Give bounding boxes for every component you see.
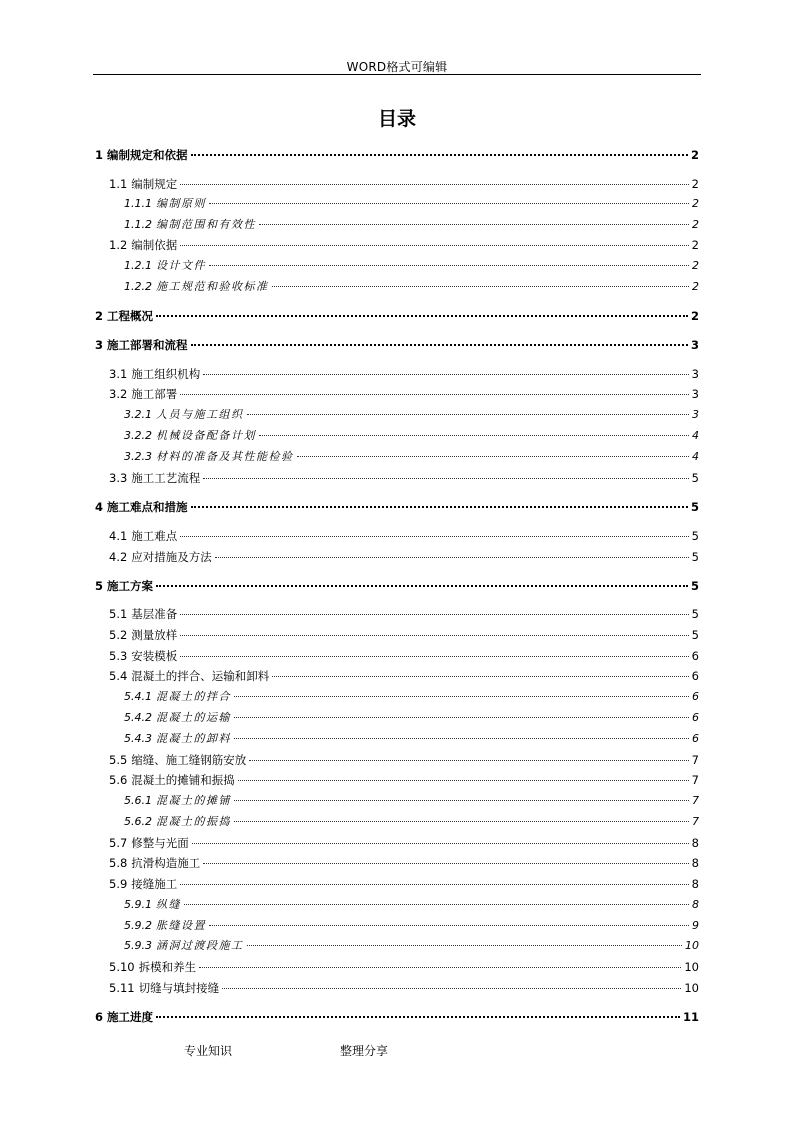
toc-entry[interactable] [124,217,699,233]
toc-entry-leader [234,738,689,739]
toc-entry-leader [180,656,688,657]
footer-right-text: 整理分享 [340,1044,389,1058]
toc-entry-label: 涵洞过渡段施工 [156,939,244,952]
toc-entry-number: 3.2 [109,387,128,401]
toc-entry-label: 编制规定和依据 [107,148,188,162]
toc-entry-leader [191,506,688,508]
toc-entry-leader [222,988,681,989]
toc-entry[interactable] [124,731,699,747]
toc-entry-leader [238,780,689,781]
toc-entry[interactable] [95,499,699,515]
toc-entry-number: 3.1 [109,367,128,381]
toc-entry-leader [156,585,688,587]
toc-entry[interactable] [109,176,699,192]
toc-entry[interactable] [124,428,699,444]
toc-entry-number: 1.2.1 [124,259,152,272]
toc-entry[interactable] [109,366,699,382]
toc-entry-label: 设计文件 [156,259,206,272]
toc-entry-number: 2 [95,309,104,323]
toc-entry-page: 8 [691,877,699,891]
toc-entry-page: 2 [691,177,699,191]
toc-entry-page: 6 [692,732,699,745]
toc-entry-leader [209,925,689,926]
toc-entry-page: 5 [690,500,699,514]
toc-entry-page: 2 [692,197,699,210]
toc-entry-leader [234,821,689,822]
toc-entry-number: 5.4 [109,669,128,683]
toc-entry-page: 10 [684,960,699,974]
toc-entry-number: 3.3 [109,471,128,485]
toc-entry-leader [203,863,688,864]
toc-entry-leader [215,557,689,558]
toc-entry-label: 编制范围和有效性 [156,218,256,231]
toc-entry-leader [297,456,690,457]
toc-entry-number: 5 [95,579,104,593]
toc-entry-leader [272,676,688,677]
toc-entry[interactable] [109,959,699,975]
toc-entry-leader [259,435,689,436]
toc-entry[interactable] [124,918,699,934]
toc-entry[interactable] [124,814,699,830]
toc-entry-label: 人员与施工组织 [156,408,244,421]
toc-entry[interactable] [109,835,699,851]
toc-entry[interactable] [109,386,699,402]
toc-entry[interactable] [109,980,699,996]
toc-entry-number: 5.6 [109,773,128,787]
toc-entry-label: 测量放样 [131,628,178,642]
toc-entry-leader [156,1016,680,1018]
toc-entry-page: 2 [692,259,699,272]
toc-entry-page: 8 [691,836,699,850]
toc-entry-page: 3 [691,367,699,381]
toc-entry[interactable] [109,549,699,565]
toc-entry-number: 1.1 [109,177,128,191]
toc-entry[interactable] [109,668,699,684]
toc-entry-leader [180,184,688,185]
toc-entry-page: 6 [691,669,699,683]
toc-entry-label: 编制依据 [131,238,178,252]
toc-entry-page: 6 [692,711,699,724]
toc-entry[interactable] [124,196,699,212]
toc-entry-label: 混凝土的拌合、运输和卸料 [131,669,270,683]
toc-entry-number: 5.4.2 [124,711,152,724]
toc-entry-label: 接缝施工 [131,877,178,891]
toc-entry-label: 拆模和养生 [138,960,197,974]
footer-left-text: 专业知识 [184,1044,233,1058]
toc-entry[interactable] [124,938,699,954]
toc-entry-leader [191,154,688,156]
toc-entry-label: 抗滑构造施工 [131,856,201,870]
toc-entry-label: 编制原则 [156,197,206,210]
toc-entry-page: 2 [691,238,699,252]
toc-entry[interactable] [109,772,699,788]
toc-entry-label: 混凝土的摊铺 [156,794,231,807]
toc-entry-label: 施工部署和流程 [107,338,188,352]
toc-entry-leader [247,414,690,415]
toc-entry-leader [192,843,689,844]
toc-entry-label: 施工工艺流程 [131,471,201,485]
toc-entry-number: 5.9.1 [124,898,152,911]
toc-entry-page: 3 [691,387,699,401]
toc-entry-leader [180,536,688,537]
toc-entry-number: 5.9.3 [124,939,152,952]
toc-entry[interactable] [109,648,699,664]
toc-entry-number: 5.8 [109,856,128,870]
toc-entry-number: 1 [95,148,104,162]
toc-entry-leader [234,717,689,718]
toc-entry-leader [180,884,688,885]
toc-entry-leader [272,286,690,287]
toc-entry-leader [249,760,688,761]
toc-entry-page: 2 [690,309,699,323]
toc-entry-page: 7 [692,794,699,807]
toc-entry-label: 混凝土的运输 [156,711,231,724]
toc-entry-label: 混凝土的拌合 [156,690,231,703]
toc-entry-label: 工程概况 [107,309,154,323]
toc-entry-label: 施工规范和验收标准 [156,280,269,293]
toc-entry-page: 7 [692,815,699,828]
toc-entry-label: 切缝与填封接缝 [138,981,220,995]
toc-entry-label: 材料的准备及其性能检验 [156,450,294,463]
toc-entry-leader [203,478,688,479]
toc-entry-label: 应对措施及方法 [131,550,212,564]
toc-entry-leader [203,374,688,375]
toc-entry-page: 2 [690,148,699,162]
toc-entry-leader [184,904,689,905]
toc-entry-number: 5.9.2 [124,919,152,932]
toc-entry-label: 编制规定 [131,177,178,191]
toc-entry-leader [234,800,689,801]
toc-entry-page: 8 [691,856,699,870]
toc-entry-number: 1.2 [109,238,128,252]
toc-entry[interactable] [109,606,699,622]
toc-entry-page: 2 [692,218,699,231]
toc-entry-number: 5.7 [109,836,128,850]
toc-entry-number: 3.2.3 [124,450,152,463]
toc-entry-leader [180,394,688,395]
toc-entry[interactable] [124,897,699,913]
toc-entry[interactable] [95,578,699,594]
toc-entry[interactable] [109,528,699,544]
toc-entry-label: 纵缝 [156,898,181,911]
toc-entry-number: 3.2.1 [124,408,152,421]
toc-entry[interactable] [109,237,699,253]
toc-entry-label: 施工组织机构 [131,367,201,381]
toc-entry-page: 5 [691,550,699,564]
toc-entry[interactable] [124,258,699,274]
toc-entry-label: 施工进度 [107,1010,154,1024]
toc-entry-leader [180,245,688,246]
toc-entry-label: 施工部署 [131,387,178,401]
toc-entry[interactable] [95,337,699,353]
toc-entry-number: 5.1 [109,607,128,621]
toc-entry-label: 胀缝设置 [156,919,206,932]
toc-entry-page: 5 [691,471,699,485]
toc-entry[interactable] [124,689,699,705]
toc-entry-page: 9 [692,919,699,932]
toc-entry-leader [234,696,689,697]
toc-entry-page: 6 [691,649,699,663]
toc-entry-page: 8 [692,898,699,911]
toc-entry-page: 3 [690,338,699,352]
toc-entry-label: 混凝土的摊铺和振捣 [131,773,235,787]
toc-entry-leader [180,614,688,615]
toc-entry-leader [180,635,688,636]
toc-entry-leader [247,945,683,946]
toc-entry-label: 施工方案 [107,579,154,593]
toc-entry[interactable] [109,470,699,486]
toc-entry-leader [156,315,688,317]
toc-entry-page: 5 [691,529,699,543]
toc-entry-number: 5.4.3 [124,732,152,745]
toc-entry-number: 5.9 [109,877,128,891]
toc-entry-number: 6 [95,1010,104,1024]
toc-entry-number: 1.2.2 [124,280,152,293]
toc-entry-label: 机械设备配备计划 [156,429,256,442]
toc-entry-label: 缩缝、施工缝钢筋安放 [131,753,247,767]
toc-entry-number: 5.10 [109,960,135,974]
toc-entry-number: 5.3 [109,649,128,663]
toc-entry[interactable] [109,752,699,768]
toc-entry-label: 安装模板 [131,649,178,663]
toc-entry[interactable] [95,147,699,163]
toc-entry-number: 5.2 [109,628,128,642]
page-header: WORD格式可编辑 [346,60,448,74]
toc-entry-page: 7 [691,773,699,787]
toc-entry-number: 4 [95,500,104,514]
toc-entry[interactable] [95,308,699,324]
toc-entry-number: 1.1.1 [124,197,152,210]
toc-entry-page: 5 [691,628,699,642]
toc-entry-label: 修整与光面 [131,836,189,850]
toc-entry[interactable] [124,793,699,809]
toc-entry[interactable] [124,279,699,295]
toc-entry-leader [209,203,689,204]
toc-entry-leader [191,344,688,346]
toc-entry[interactable] [95,1009,699,1025]
toc-entry-number: 5.5 [109,753,128,767]
toc-entry-number: 4.2 [109,550,128,564]
toc-entry-page: 2 [692,280,699,293]
toc-entry-page: 7 [691,753,699,767]
toc-entry-number: 5.6.1 [124,794,152,807]
toc-entry-page: 11 [682,1010,699,1024]
toc-entry-number: 5.6.2 [124,815,152,828]
toc-entry-page: 4 [692,450,699,463]
toc-entry[interactable] [124,710,699,726]
toc-entry-label: 基层准备 [131,607,178,621]
toc-entry-number: 5.11 [109,981,135,995]
toc-entry-label: 施工难点和措施 [107,500,188,514]
toc-entry-number: 3.2.2 [124,429,152,442]
toc-entry-label: 混凝土的振捣 [156,815,231,828]
toc-entry-label: 混凝土的卸料 [156,732,231,745]
toc-entry-page: 10 [685,939,699,952]
toc-entry-leader [199,967,681,968]
toc-entry[interactable] [124,407,699,423]
toc-entry-page: 10 [684,981,699,995]
toc-entry-number: 5.4.1 [124,690,152,703]
header-divider [93,74,701,75]
toc-entry-leader [259,224,689,225]
toc-entry[interactable] [109,627,699,643]
toc-entry-label: 施工难点 [131,529,178,543]
toc-entry-number: 4.1 [109,529,128,543]
toc-entry-page: 5 [690,579,699,593]
toc-entry-page: 5 [691,607,699,621]
toc-entry-number: 1.1.2 [124,218,152,231]
toc-entry[interactable] [124,449,699,465]
toc-entry-page: 4 [692,429,699,442]
toc-entry-page: 6 [692,690,699,703]
toc-entry-page: 3 [692,408,699,421]
toc-entry[interactable] [109,855,699,871]
toc-title: 目录 [377,108,416,130]
toc-entry-leader [209,265,689,266]
toc-entry[interactable] [109,876,699,892]
toc-entry-number: 3 [95,338,104,352]
